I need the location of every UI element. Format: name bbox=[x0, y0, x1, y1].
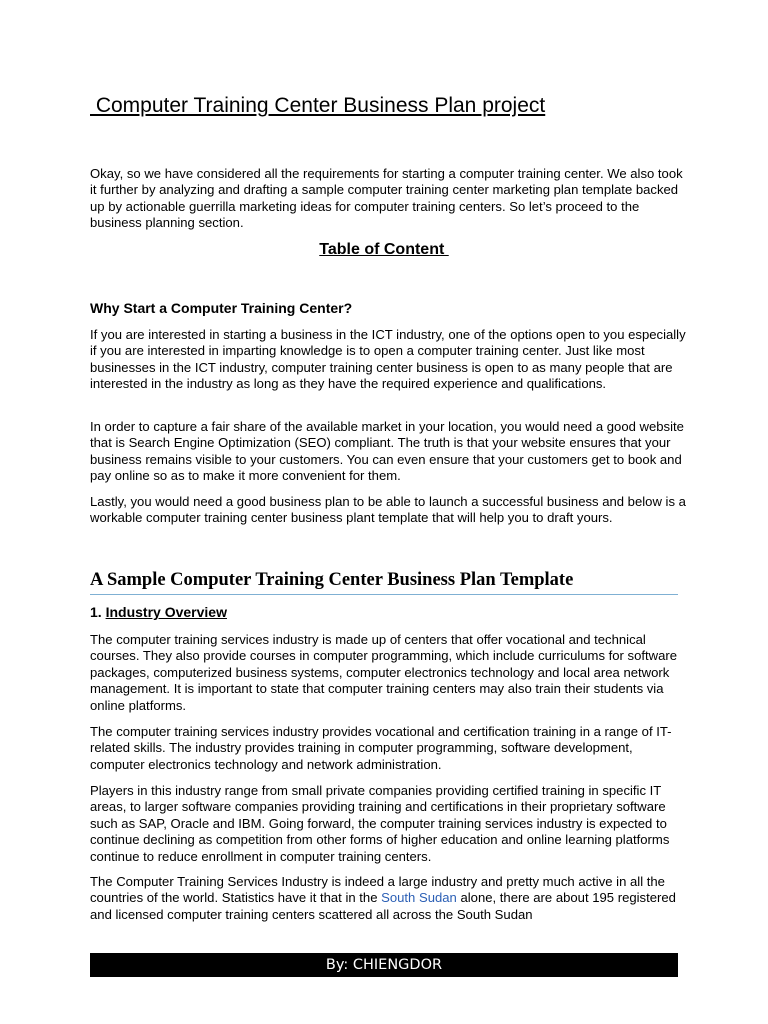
industry-paragraph-4-start: The Computer Training Services Industry is indeed a large industry and pretty much active in all the countries of the world. Statistics have it that in the bbox=[90, 874, 665, 906]
author-footer-bar: By: CHIENGDOR bbox=[90, 953, 678, 977]
industry-paragraph-2: The computer training services industry provides vocational and certification training in a range of IT-related skills. The industry provides training in computer programming, software development, computer electronics technology and network administration. bbox=[90, 724, 672, 772]
industry-overview-heading bbox=[90, 604, 227, 620]
south-sudan-link[interactable]: South Sudan bbox=[381, 890, 457, 906]
industry-overview-number: 1. bbox=[90, 604, 106, 620]
why-start-heading: Why Start a Computer Training Center? bbox=[90, 300, 353, 316]
industry-overview-label: Industry Overview bbox=[105, 604, 227, 620]
industry-paragraph-3: Players in this industry range from small private companies providing certified training in specific IT areas, to larger software companies providing training and certifications in their proprietary software such as SAP, Oracle and IBM. Going forward, the computer training services industry is expected to continue declining as competition from other forms of higher education and online learning platforms continue to reduce enrollment in computer training centers. bbox=[90, 783, 670, 864]
why-paragraph-1: If you are interested in starting a business in the ICT industry, one of the options open to you especially if you are interested in imparting knowledge is to open a computer training center. Just like most businesses in the ICT industry, computer training center business is open to as many people that are interested in the industry as long as they have the required experience and qualifications. bbox=[90, 327, 686, 392]
document-title: Computer Training Center Business Plan project bbox=[90, 94, 546, 117]
industry-paragraph-4 bbox=[90, 874, 690, 923]
industry-paragraph-4-end: alone, there are about 195 registered and licensed computer training centers scattered all across the South Sudan bbox=[90, 890, 676, 922]
why-paragraph-3: Lastly, you would need a good business plan to be able to launch a successful business and below is a workable computer training center business plant template that will help you to draft yours. bbox=[90, 494, 686, 526]
industry-paragraph-1: The computer training services industry is made up of centers that offer vocational and technical courses. They also provide courses in computer programming, which include curriculums for software packages, computerized business systems, computer electronics technology and local area network management. It is important to state that computer training centers may also train their students via online platforms. bbox=[90, 632, 678, 713]
why-paragraph-2: In order to capture a fair share of the available market in your location, you would need a good website that is Search Engine Optimization (SEO) compliant. The truth is that your website ensures that your business remains visible to your customers. You can even ensure that your customers get to book and pay online so as to make it more convenient for them. bbox=[90, 419, 684, 484]
table-of-content-heading: Table of Content bbox=[319, 241, 449, 258]
intro-paragraph: Okay, so we have considered all the requirements for starting a computer training center. We also took it further by analyzing and drafting a sample computer training center marketing plan template backed up by actionable guerrilla marketing ideas for computer training centers. So let’s proceed to the business planning section. bbox=[90, 166, 683, 231]
sample-template-heading: A Sample Computer Training Center Business Plan Template bbox=[90, 570, 678, 595]
